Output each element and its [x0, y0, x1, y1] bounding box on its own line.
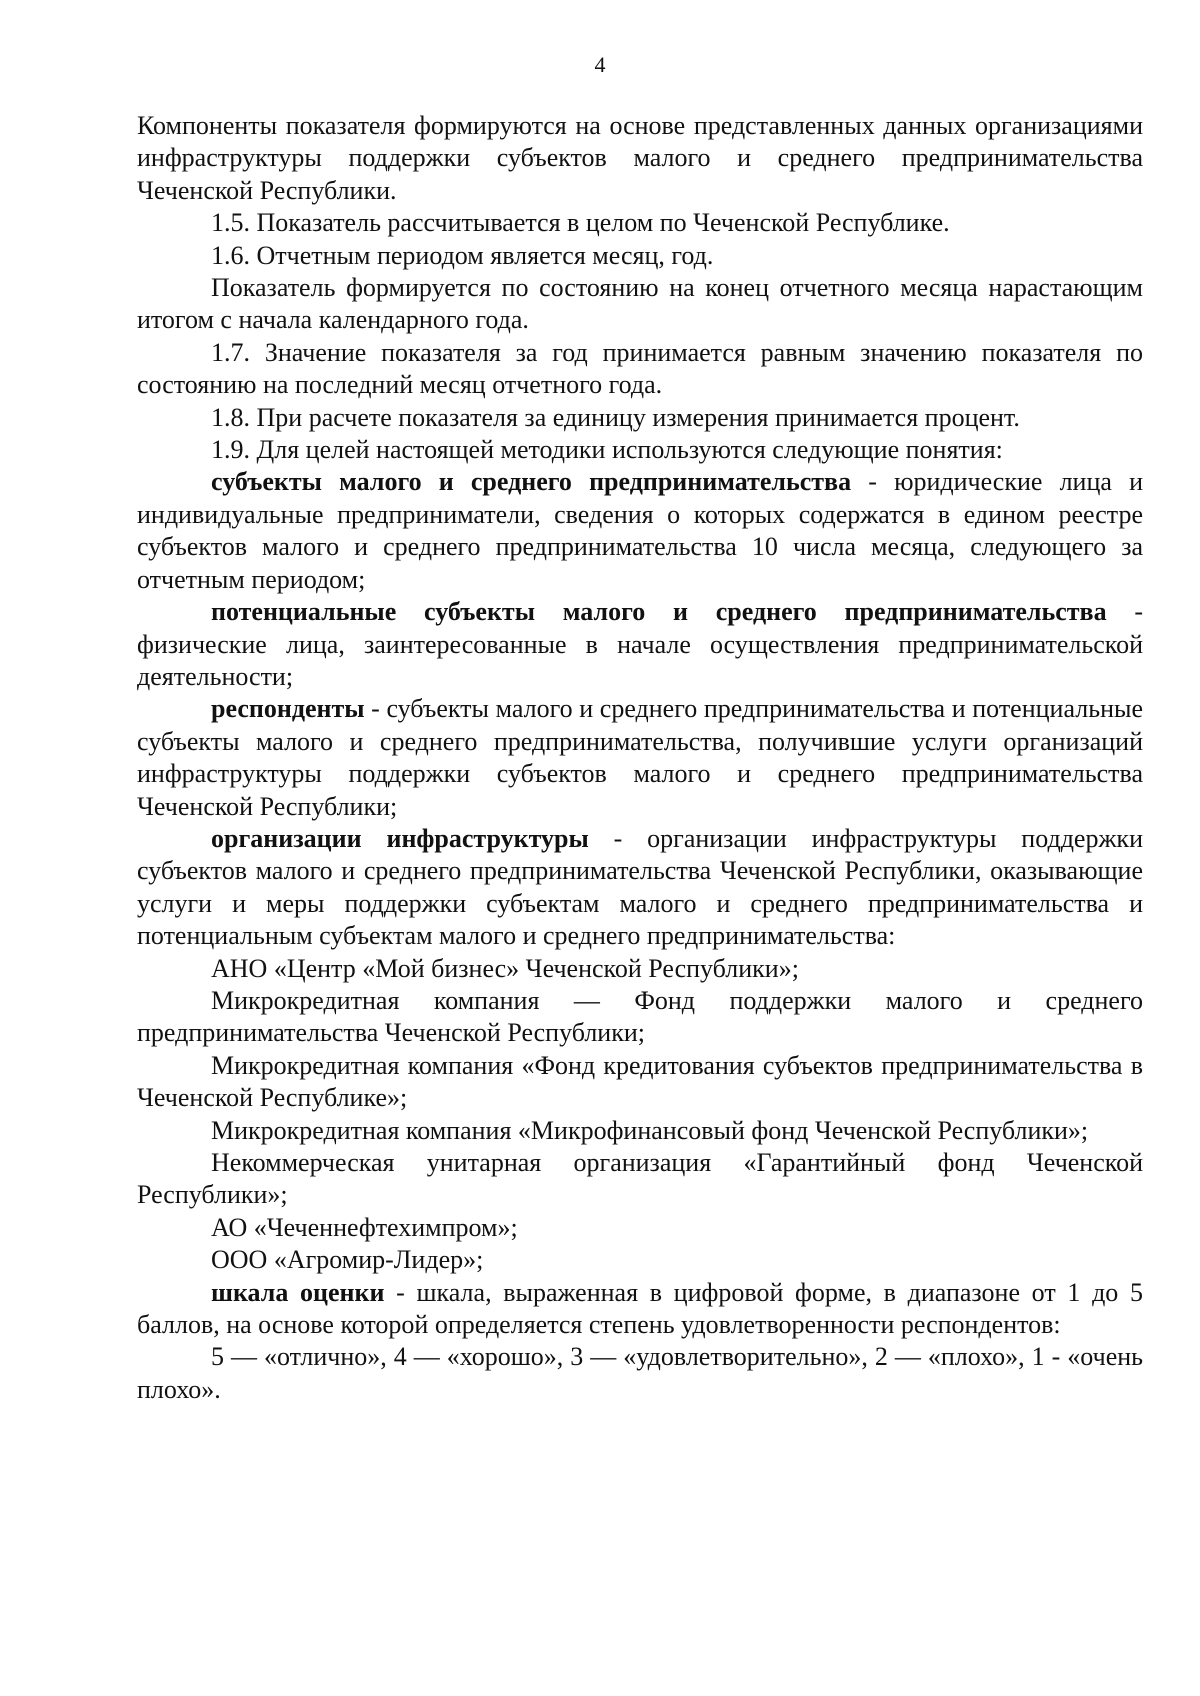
paragraph-scale-values: 5 — «отлично», 4 — «хорошо», 3 — «удовлетворительно», 2 — «плохо», 1 - «очень плохо». [137, 1342, 1143, 1404]
org-item: АО «Чеченнефтехимпром»; [211, 1212, 518, 1242]
paragraph-1-8: 1.8. При расчете показателя за единицу измерения принимается процент. [211, 402, 1020, 432]
definition-term: потенциальные субъекты малого и среднего предпринимательства [211, 597, 1107, 627]
definition-sme [137, 466, 1143, 596]
definition-text: - субъекты малого и среднего предпринимательства и потенциальные субъекты малого и среднего предпринимательства, получившие услуги организаций инфраструктуры поддержки субъектов малого и среднего предпринимательства Чеченской Республики; [137, 694, 1143, 821]
page-number: 4 [594, 52, 606, 77]
paragraph-1-6: 1.6. Отчетным периодом является месяц, год. [211, 240, 714, 270]
org-item: АНО «Центр «Мой бизнес» Чеченской Республики»; [211, 953, 799, 983]
org-item: Микрокредитная компания «Микрофинансовый фонд Чеченской Республики»; [211, 1115, 1089, 1145]
definition-text: - шкала, выраженная в цифровой форме, в диапазоне от 1 до 5 баллов, на основе которой определяется степень удовлетворенности респондентов: [137, 1277, 1143, 1340]
definition-text: - юридические лица и индивидуальные предприниматели, сведения о которых содержатся в едином реестре субъектов малого и среднего предпринимательства 10 числа месяца, следующего за отчетным периодом; [137, 467, 1143, 594]
org-item: Некоммерческая унитарная организация «Гарантийный фонд Чеченской Республики»; [137, 1148, 1143, 1210]
definition-rating-scale [137, 1277, 1143, 1342]
paragraph-components: Компоненты показателя формируются на основе представленных данных организациями инфраструктуры поддержки субъектов малого и среднего предпринимательства Чеченской Республики. [137, 111, 1143, 205]
definition-term: шкала оценки [211, 1277, 385, 1307]
definition-term: респонденты [211, 694, 365, 724]
definition-text: - организации инфраструктуры поддержки субъектов малого и среднего предпринимательства Чеченской Республики, оказывающие услуги и меры поддержки субъектам малого и среднего предпринимательства и потенциальным субъектам малого и среднего предпринимательства: [137, 823, 1143, 951]
paragraph-accumulation: Показатель формируется по состоянию на конец отчетного месяца нарастающим итогом с начала календарного года. [137, 273, 1143, 335]
paragraph-1-5: 1.5. Показатель рассчитывается в целом по Чеченской Республике. [211, 208, 950, 238]
definition-term: субъекты малого и среднего предпринимательства [211, 467, 852, 497]
paragraph-1-7: 1.7. Значение показателя за год принимается равным значению показателя по состоянию на последний месяц отчетного года. [137, 337, 1143, 400]
definition-infrastructure-orgs [137, 823, 1143, 953]
definition-term: организации инфраструктуры [211, 823, 589, 853]
paragraph-1-9: 1.9. Для целей настоящей методики используются следующие понятия: [211, 435, 1003, 465]
definition-text: - физические лица, заинтересованные в начале осуществления предпринимательской деятельности; [137, 597, 1143, 691]
definition-potential-sme [137, 596, 1143, 693]
document-body [137, 110, 1143, 1406]
org-item: Микрокредитная компания «Фонд кредитования субъектов предпринимательства в Чеченской Республике»; [137, 1050, 1143, 1113]
org-item: ООО «Агромир-Лидер»; [211, 1245, 484, 1275]
definition-respondents [137, 693, 1143, 823]
org-item: Микрокредитная компания — Фонд поддержки малого и среднего предпринимательства Чеченской Республики; [137, 985, 1143, 1048]
